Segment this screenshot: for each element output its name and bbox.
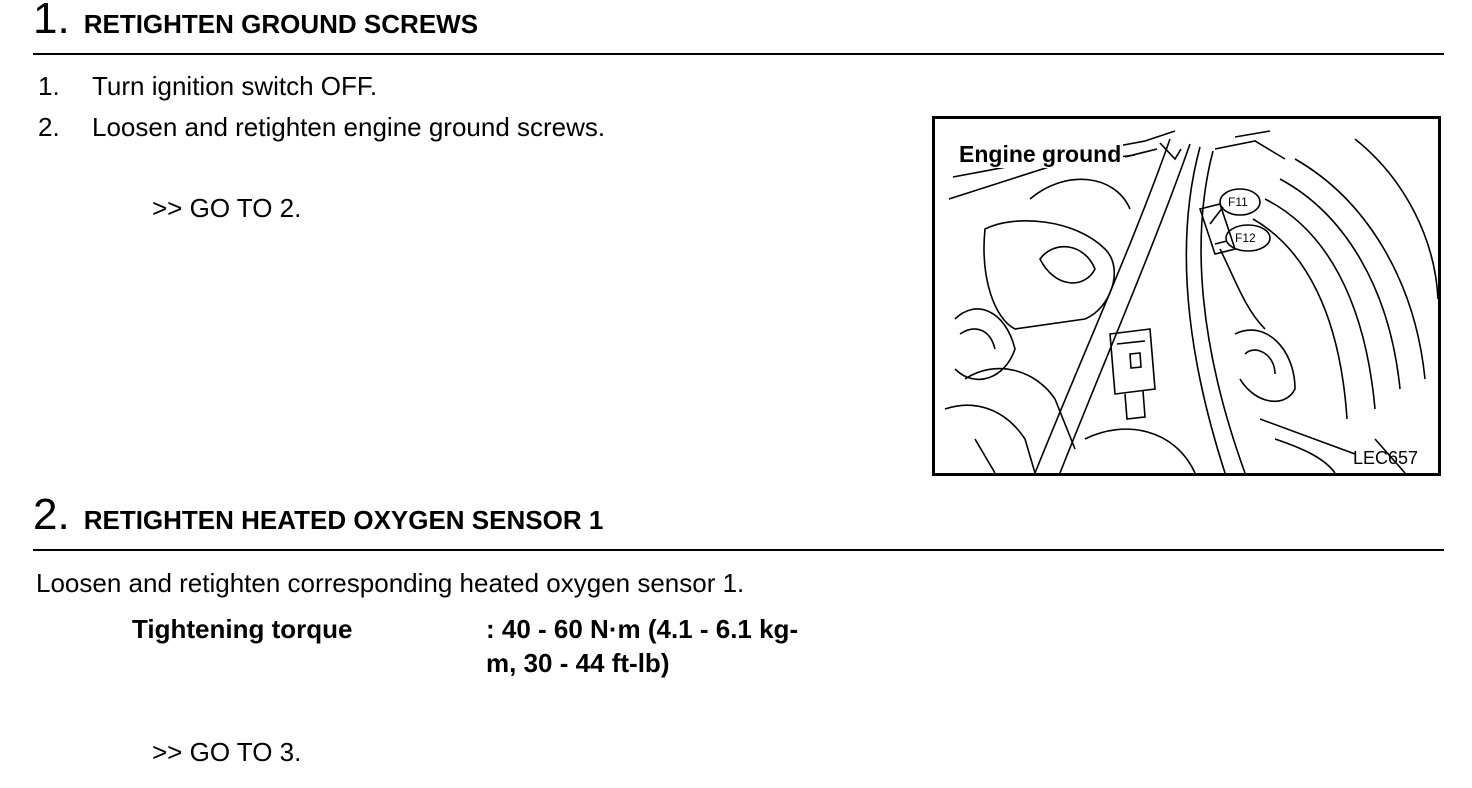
section-1-title: RETIGHTEN GROUND SCREWS: [83, 9, 479, 39]
section-2-heading: [33, 490, 603, 540]
section-2-body: Loosen and retighten corresponding heated oxygen sensor 1.: [36, 568, 745, 598]
section-1-divider: [33, 53, 1444, 55]
spec-value-line-2: m, 30 - 44 ft-lb): [486, 648, 670, 678]
step-2-number: 2.: [38, 112, 60, 142]
section-2-title: RETIGHTEN HEATED OXYGEN SENSOR 1: [83, 505, 604, 535]
section-1-heading: [33, 0, 478, 44]
section-2-divider: [33, 549, 1444, 551]
section-2-number: 2.: [33, 490, 70, 539]
connector-f11-label: F11: [1228, 195, 1248, 209]
goto-step-2: >> GO TO 2.: [152, 193, 302, 223]
spec-label: Tightening torque: [132, 614, 353, 644]
step-1-text: Turn ignition switch OFF.: [92, 71, 378, 101]
figure-code: LEC657: [1352, 448, 1418, 468]
step-2-text: Loosen and retighten engine ground screws.: [92, 112, 606, 142]
spec-value-line-1: : 40 - 60 N·m (4.1 - 6.1 kg-: [486, 614, 799, 644]
section-1-number: 1.: [33, 0, 70, 43]
step-1-number: 1.: [38, 71, 60, 101]
goto-step-3: >> GO TO 3.: [152, 737, 302, 767]
figure-label: Engine ground: [959, 141, 1122, 167]
engine-ground-figure: [932, 116, 1441, 476]
engine-ground-illustration: [935, 119, 1438, 473]
connector-f12-label: F12: [1235, 231, 1256, 245]
